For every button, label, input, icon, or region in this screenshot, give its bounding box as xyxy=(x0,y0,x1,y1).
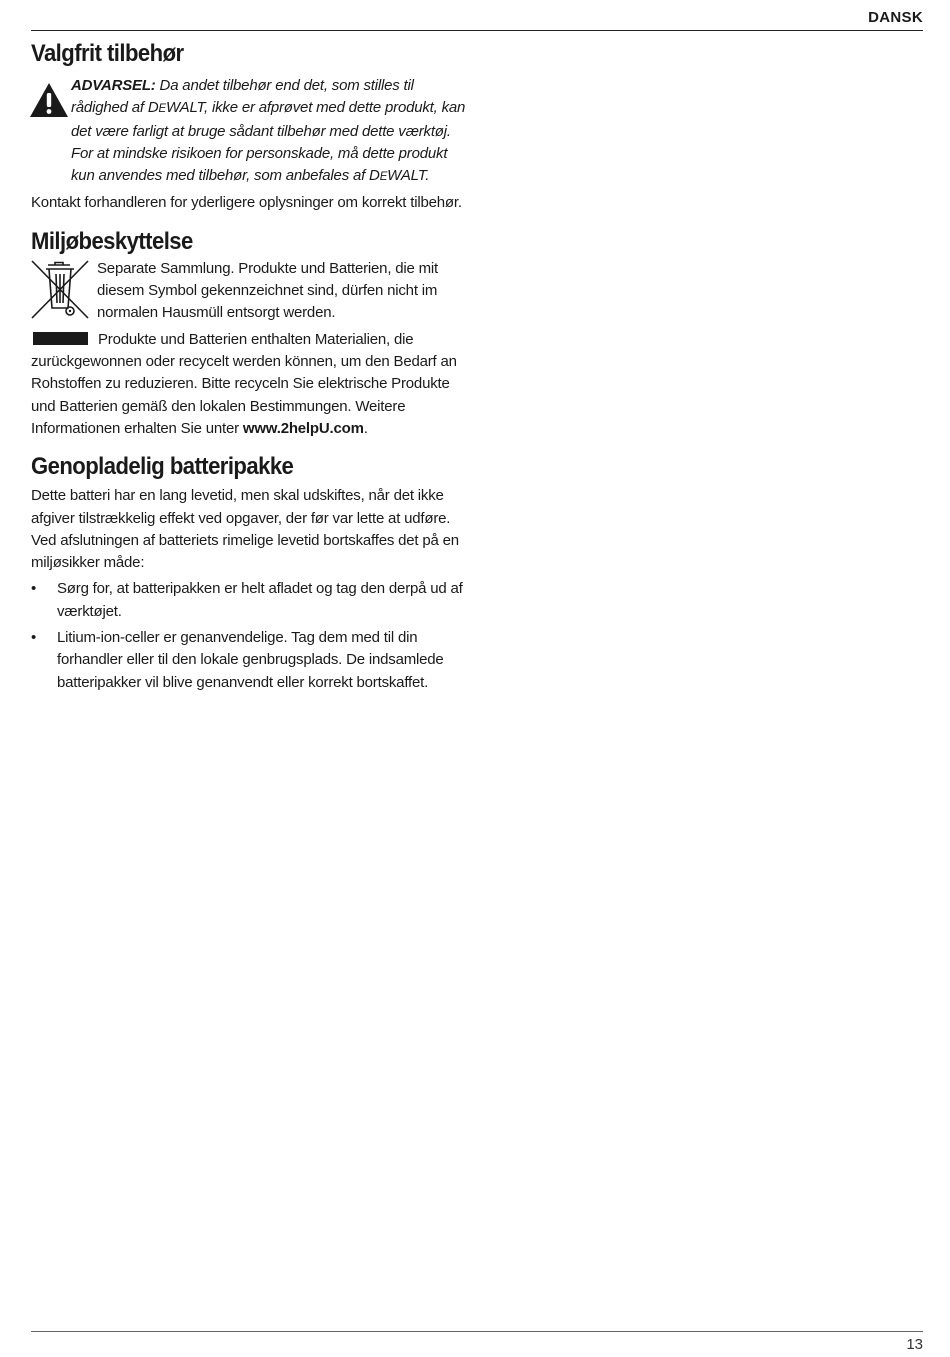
footer-divider xyxy=(31,1331,923,1332)
black-bar-mark xyxy=(33,332,88,345)
content-column xyxy=(31,40,467,698)
separate-collection-text: Separate Sammlung. Produkte und Batterien, die mit diesem Symbol gekennzeichnet sind, dürfen nicht im normalen Hausmüll entsorgt werden. xyxy=(97,259,439,322)
section-title-battery: Genopladelig batteripakke xyxy=(31,453,294,481)
header-divider xyxy=(31,30,923,31)
brand-small-caps: E xyxy=(158,103,166,116)
crossed-out-bin-icon xyxy=(31,258,93,325)
contact-text: Kontakt forhandleren for yderligere oplysninger om korrekt tilbehør. xyxy=(31,194,462,212)
list-item: • Sørg for, at batteripakken er helt afladet og tag den derpå ud af værktøjet. xyxy=(31,580,463,620)
section-title-accessories: Valgfrit tilbehør xyxy=(31,40,184,67)
bullet-mark: • xyxy=(31,580,37,598)
website-link[interactable]: www.2helpU.com xyxy=(242,419,364,437)
battery-bullet-list xyxy=(31,578,467,693)
warning-text: ADVARSEL: Da andet tilbehør end det, som stilles til rådighed af DEWALT, ikke er afprøvet med dette produkt, kan det være farligt at bruge sådant tilbehør med dette værktøj. For at mindske risikoen for personskade, må dette produkt kun anvendes med tilbehør, som anbefales af DEWALT. xyxy=(71,77,466,185)
recycle-text: Produkte und Batterien enthalten Materialien, die zurückgewonnen oder recycelt werden können, um den Bedarf an Rohstoffen zu reduzieren. Bitte recyceln Sie elektrische Produkte und Batterien gemäß den lokalen Bestimmungen. Weitere Informationen erhalten Sie unter www.2helpU.com. xyxy=(31,330,457,437)
warning-lead: ADVARSEL: xyxy=(71,77,156,94)
page-number: 13 xyxy=(906,1336,923,1353)
section-title-environment: Miljøbeskyttelse xyxy=(31,227,193,255)
bullet-mark: • xyxy=(31,629,37,647)
separate-collection-block xyxy=(31,258,467,325)
brand-small-caps: E xyxy=(379,171,388,184)
language-label: DANSK xyxy=(868,9,923,26)
list-item: • Litium-ion-celler er genanvendelige. Tag dem med til din forhandler eller til den lokale genbrugsplads. De indsamlede batteripakker vil blive genanvendt eller korrekt bortskaffet. xyxy=(31,629,444,691)
warning-block xyxy=(31,75,467,188)
battery-intro: Dette batteri har en lang levetid, men skal udskiftes, når det ikke afgiver tilstrækkelig effekt ved opgaver, der før var lette at udføre. Ved afslutningen af batteriets rimelige levetid bortskaffes det på en miljøsikker måde: xyxy=(31,487,459,572)
warning-icon xyxy=(29,75,71,188)
